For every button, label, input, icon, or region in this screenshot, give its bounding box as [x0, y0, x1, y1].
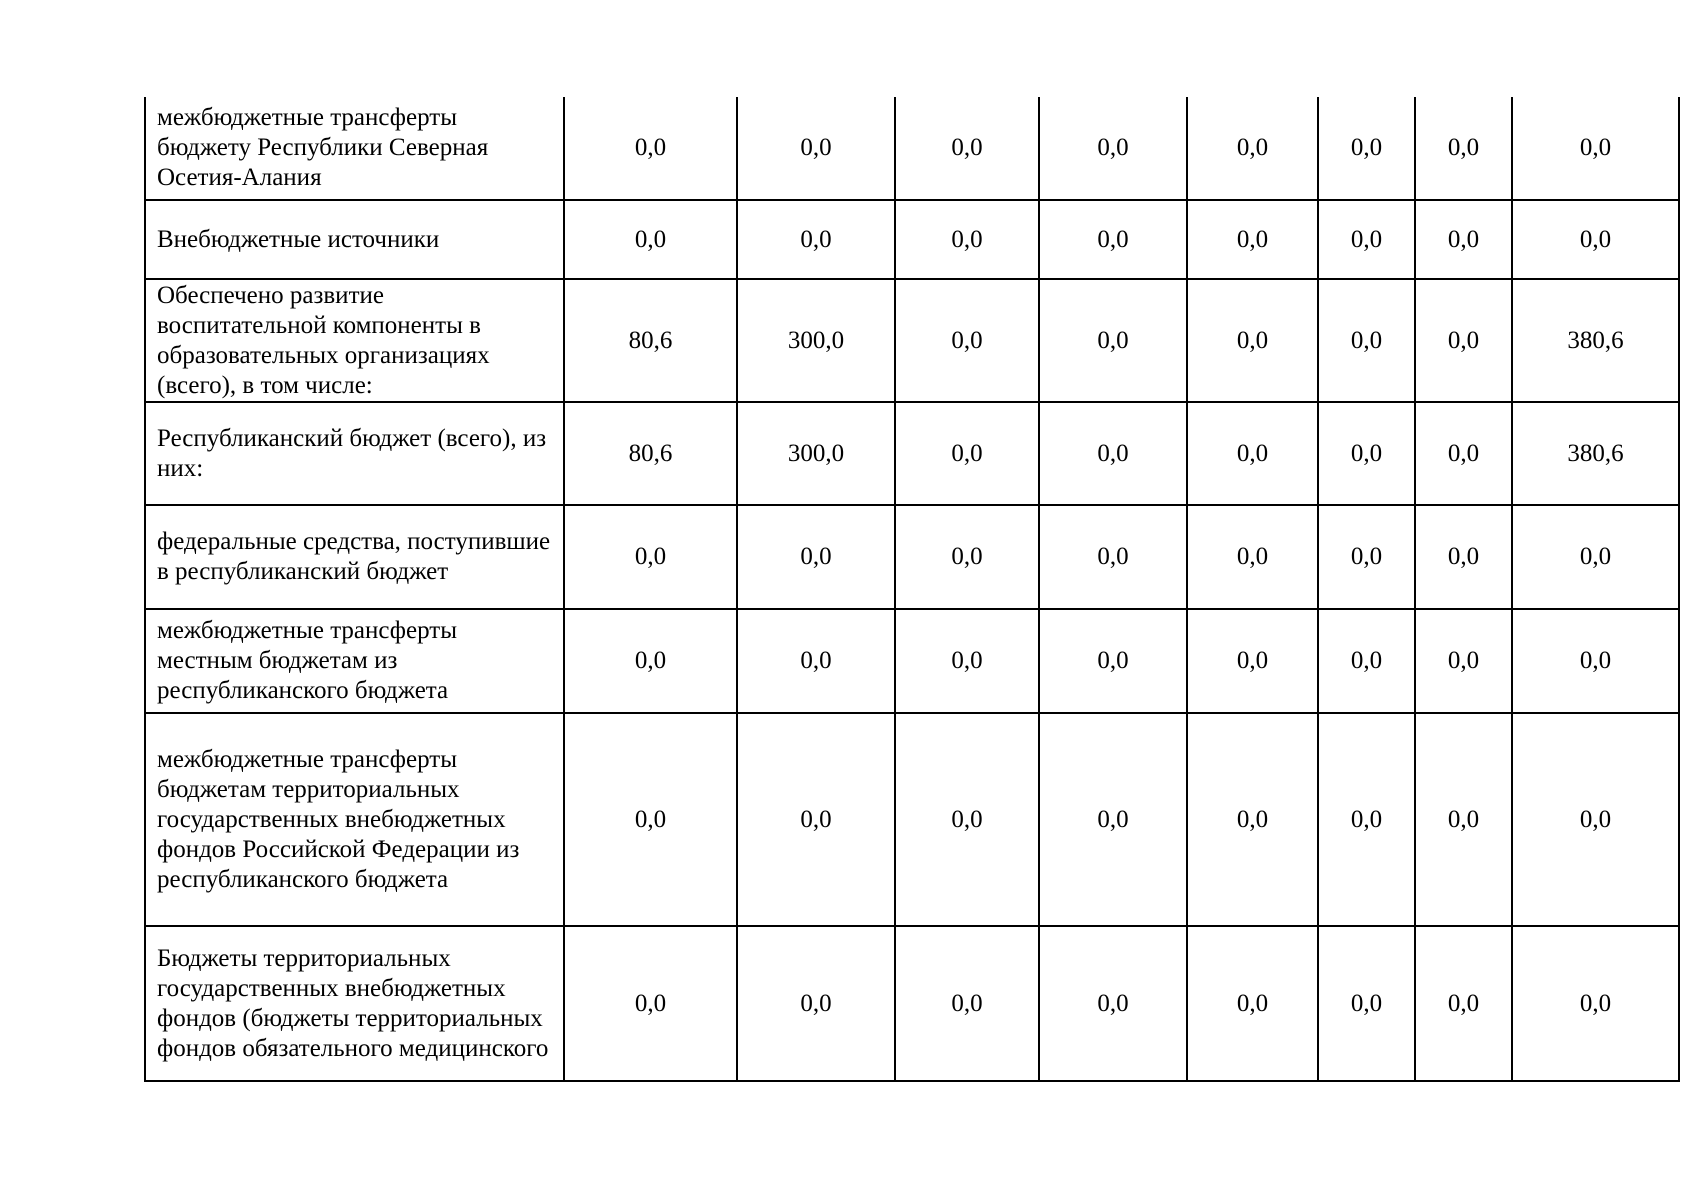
- table-row: [145, 505, 1679, 609]
- budget-table: [144, 97, 1680, 1082]
- value-cell: 0,0: [1415, 609, 1512, 713]
- value-cell: 0,0: [895, 505, 1039, 609]
- value-cell: 0,0: [737, 505, 895, 609]
- value-cell: 0,0: [1039, 609, 1187, 713]
- value-cell: 0,0: [895, 279, 1039, 402]
- value-cell: 0,0: [895, 402, 1039, 505]
- total-cell: 0,0: [1512, 97, 1679, 200]
- value-cell: 0,0: [1187, 713, 1318, 926]
- value-cell: 0,0: [895, 926, 1039, 1081]
- value-cell: 0,0: [895, 713, 1039, 926]
- total-cell: 0,0: [1512, 926, 1679, 1081]
- value-cell: 0,0: [564, 200, 737, 279]
- value-cell: 0,0: [737, 200, 895, 279]
- table-body: [145, 97, 1679, 1081]
- row-label: межбюджетные трансферты бюджетам территориальных государственных внебюджетных фондов Российской Федерации из республиканского бюджета: [145, 713, 564, 926]
- table-row: [145, 609, 1679, 713]
- value-cell: 0,0: [564, 505, 737, 609]
- row-label: федеральные средства, поступившие в республиканский бюджет: [145, 505, 564, 609]
- value-cell: 0,0: [564, 713, 737, 926]
- row-label: Внебюджетные источники: [145, 200, 564, 279]
- value-cell: 0,0: [1318, 279, 1415, 402]
- value-cell: 0,0: [1187, 200, 1318, 279]
- value-cell: 0,0: [895, 97, 1039, 200]
- value-cell: 0,0: [737, 713, 895, 926]
- value-cell: 0,0: [1187, 279, 1318, 402]
- value-cell: 0,0: [1415, 926, 1512, 1081]
- table-row: [145, 926, 1679, 1081]
- value-cell: 0,0: [564, 609, 737, 713]
- value-cell: 0,0: [1039, 279, 1187, 402]
- value-cell: 0,0: [1187, 97, 1318, 200]
- table-row: [145, 402, 1679, 505]
- value-cell: 0,0: [1318, 97, 1415, 200]
- value-cell: 0,0: [1187, 926, 1318, 1081]
- value-cell: 0,0: [1187, 505, 1318, 609]
- value-cell: 0,0: [895, 609, 1039, 713]
- value-cell: 0,0: [737, 609, 895, 713]
- value-cell: 80,6: [564, 279, 737, 402]
- value-cell: 0,0: [1039, 926, 1187, 1081]
- value-cell: 0,0: [564, 97, 737, 200]
- value-cell: 0,0: [1415, 402, 1512, 505]
- value-cell: 300,0: [737, 279, 895, 402]
- row-label: Республиканский бюджет (всего), из них:: [145, 402, 564, 505]
- total-cell: 0,0: [1512, 200, 1679, 279]
- value-cell: 0,0: [1039, 505, 1187, 609]
- value-cell: 0,0: [1318, 713, 1415, 926]
- total-cell: 0,0: [1512, 609, 1679, 713]
- value-cell: 0,0: [1415, 97, 1512, 200]
- value-cell: 0,0: [1415, 505, 1512, 609]
- value-cell: 0,0: [1415, 200, 1512, 279]
- value-cell: 0,0: [1318, 609, 1415, 713]
- total-cell: 380,6: [1512, 279, 1679, 402]
- row-label: Обеспечено развитие воспитательной компоненты в образовательных организациях (всего), в том числе:: [145, 279, 564, 402]
- value-cell: 0,0: [564, 926, 737, 1081]
- value-cell: 0,0: [1039, 402, 1187, 505]
- value-cell: 0,0: [1318, 505, 1415, 609]
- value-cell: 0,0: [1039, 97, 1187, 200]
- value-cell: 0,0: [737, 97, 895, 200]
- value-cell: 0,0: [1039, 200, 1187, 279]
- total-cell: 0,0: [1512, 505, 1679, 609]
- value-cell: 0,0: [895, 200, 1039, 279]
- value-cell: 0,0: [1039, 713, 1187, 926]
- total-cell: 0,0: [1512, 713, 1679, 926]
- row-label: межбюджетные трансферты местным бюджетам из республиканского бюджета: [145, 609, 564, 713]
- value-cell: 0,0: [1415, 713, 1512, 926]
- table-row: [145, 97, 1679, 200]
- row-label: межбюджетные трансферты бюджету Республики Северная Осетия-Алания: [145, 97, 564, 200]
- value-cell: 0,0: [1318, 200, 1415, 279]
- value-cell: 0,0: [1318, 402, 1415, 505]
- table-row: [145, 279, 1679, 402]
- value-cell: 0,0: [1415, 279, 1512, 402]
- table-row: [145, 200, 1679, 279]
- total-cell: 380,6: [1512, 402, 1679, 505]
- value-cell: 300,0: [737, 402, 895, 505]
- value-cell: 80,6: [564, 402, 737, 505]
- row-label: Бюджеты территориальных государственных внебюджетных фондов (бюджеты территориальных фондов обязательного медицинского: [145, 926, 564, 1081]
- value-cell: 0,0: [1187, 609, 1318, 713]
- table-row: [145, 713, 1679, 926]
- value-cell: 0,0: [737, 926, 895, 1081]
- value-cell: 0,0: [1187, 402, 1318, 505]
- value-cell: 0,0: [1318, 926, 1415, 1081]
